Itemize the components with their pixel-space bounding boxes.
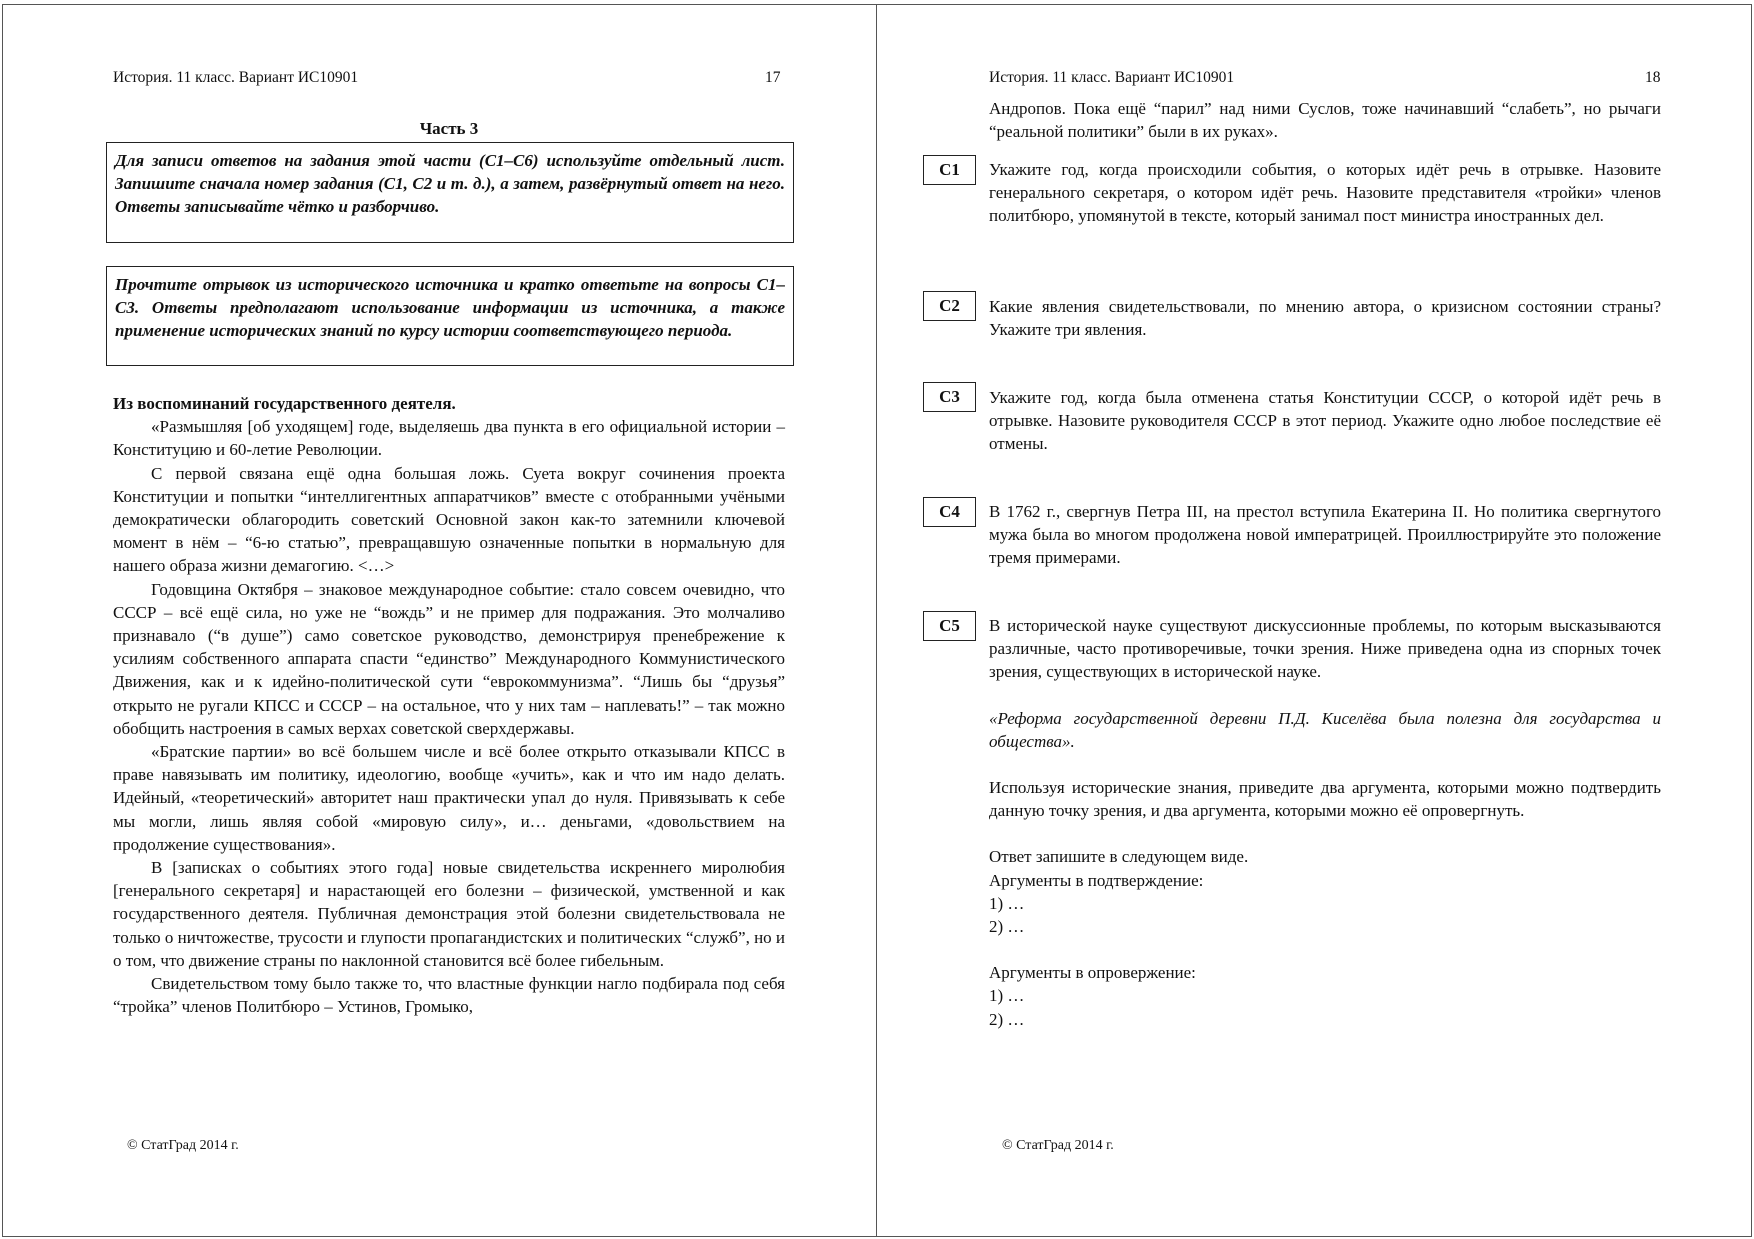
args-for-item: 2) …: [989, 917, 1025, 937]
page-header: История. 11 класс. Вариант ИС10901: [989, 69, 1235, 86]
task-text-c2: Какие явления свидетельствовали, по мнению автора, о кризисном состоянии страны? Укажите три явления.: [989, 297, 1661, 340]
task-text-c1: Укажите год, когда происходили события, о которых идёт речь в отрывке. Назовите генерального секретаря, о котором идёт речь. Назовите представителя «тройки» членов политбюро, упомянутой в тексте, который занимал пост министра иностранных дел.: [989, 160, 1661, 226]
source-title: Из воспоминаний государственного деятеля.: [113, 394, 456, 413]
paragraph: В [записках о событиях этого года] новые свидетельства искреннего миролюбия [генерального секретаря] и нарастающей его болезни – физической, умственной и как государственного деятеля. Публичная демонстрация этой болезни свидетельствовала не только о ничтожестве, трусости и глупости пропагандистских и политических “служб”, но и о том, что движение страны по наклонной становится всё более гибельным.: [113, 858, 786, 970]
task-label-c4: С4: [923, 497, 976, 527]
paragraph: Годовщина Октября – знаковое международное событие: стало совсем очевидно, что СССР – всё ещё сила, но уже не “вождь” и не пример для подражания. Это молчаливо признавало (“в душе”) само советское руководство, демонстрируя пренебрежение к усилиям собственного аппарата спасти “единство” Международного Коммунистического Движения, как и к идейно-политической сути “еврокоммунизма”. “Лишь бы “друзья” открыто не ругали КПСС и СССР – на остальное, что у них там – наплевать!” – так можно обобщить настроения в самых верхах советской сверхдержавы.: [113, 579, 785, 738]
page-number: 17: [765, 69, 781, 86]
page-footer: © СтатГрад 2014 г.: [127, 1138, 239, 1153]
task-c5-quote: «Реформа государственной деревни П.Д. Киселёва была полезна для государства и общества».: [989, 708, 1661, 751]
instruction-box: Для записи ответов на задания этой части (С1–С6) используйте отдельный лист. Запишите сначала номер задания (С1, С2 и т. д.), а затем, развёрнутый ответ на него. Ответы записывайте чётко и разборчиво.: [106, 142, 794, 243]
continuation-text: Андропов. Пока ещё “парил” над ними Суслов, тоже начинавший “слабеть”, но рычаги “реальной политики” были в их руках».: [989, 99, 1661, 142]
args-against-label: Аргументы в опровержение:: [989, 963, 1196, 983]
task-text-c3: Укажите год, когда была отменена статья Конституции СССР, о которой идёт речь в отрывке. Назовите руководителя СССР в этот период. Укажите одно любое последствие её отмены.: [989, 388, 1661, 454]
paragraph: «Братские партии» во всё большем числе и всё более открыто отказывали КПСС в праве навязывать им политику, идеологию, вообще «учить», как и что им надо делать. Идейный, «теоретический» авторитет наш практически упал до нуля. Привязывать к себе мы могли, лишь являя собой «мировую силу», и… деньгами, «довольствием на продолжение существования».: [113, 742, 785, 854]
page-footer: © СтатГрад 2014 г.: [1002, 1138, 1114, 1153]
task-label-c1: С1: [923, 155, 976, 185]
task-c5-intro: В исторической науке существуют дискуссионные проблемы, по которым высказываются различные, часто противоречивые, точки зрения. Ниже приведена одна из спорных точек зрения, существующих в исторической науке.: [989, 616, 1661, 682]
source-text: [113, 392, 785, 1018]
left-page: [0, 0, 876, 1239]
task-text-c5: [989, 614, 1661, 1031]
task-label-c5: С5: [923, 611, 976, 641]
task-label-c3: С3: [923, 382, 976, 412]
page-number: 18: [1645, 69, 1661, 86]
part-title: Часть 3: [419, 119, 479, 138]
args-for-item: 1) …: [989, 893, 1025, 913]
args-for-label: Аргументы в подтверждение:: [989, 870, 1204, 890]
paragraph: «Размышляя [об уходящем] годе, выделяешь два пункта в его официальной истории – Конституцию и 60-летие Революции.: [113, 417, 785, 460]
args-against-item: 2) …: [989, 1009, 1025, 1029]
task-label-c2: С2: [923, 291, 976, 321]
page-header: История. 11 класс. Вариант ИС10901: [113, 69, 359, 86]
source-instruction-box: Прочтите отрывок из исторического источника и кратко ответьте на вопросы С1–С3. Ответы предполагают использование информации из источника, а также применение исторических знаний по курсу истории соответствующего периода.: [106, 266, 794, 366]
task-c5-instruction: Используя исторические знания, приведите два аргумента, которыми можно подтвердить данную точку зрения, и два аргумента, которыми можно её опровергнуть.: [989, 778, 1661, 821]
task-text-c4: В 1762 г., свергнув Петра III, на престол вступила Екатерина II. Но политика свергнутого мужа была во многом продолжена новой императрицей. Проиллюстрируйте это положение тремя примерами.: [989, 502, 1661, 568]
paragraph: С первой связана ещё одна большая ложь. Суета вокруг сочинения проекта Конституции и попытки “интеллигентных аппаратчиков” вместе с отобранными учёными демократически облагородить советский Основной закон как-то затемнили ключевой момент в нём – “6-ю статью”, превращавшую означенные попытки в нормальную для нашего образа жизни демагогию. <…>: [113, 463, 785, 576]
paragraph: Свидетельством тому было также то, что властные функции нагло подбирала под себя “тройка” членов Политбюро – Устинов, Громыко,: [113, 974, 785, 1017]
answer-form-intro: Ответ запишите в следующем виде.: [989, 847, 1249, 867]
args-against-item: 1) …: [989, 986, 1025, 1006]
